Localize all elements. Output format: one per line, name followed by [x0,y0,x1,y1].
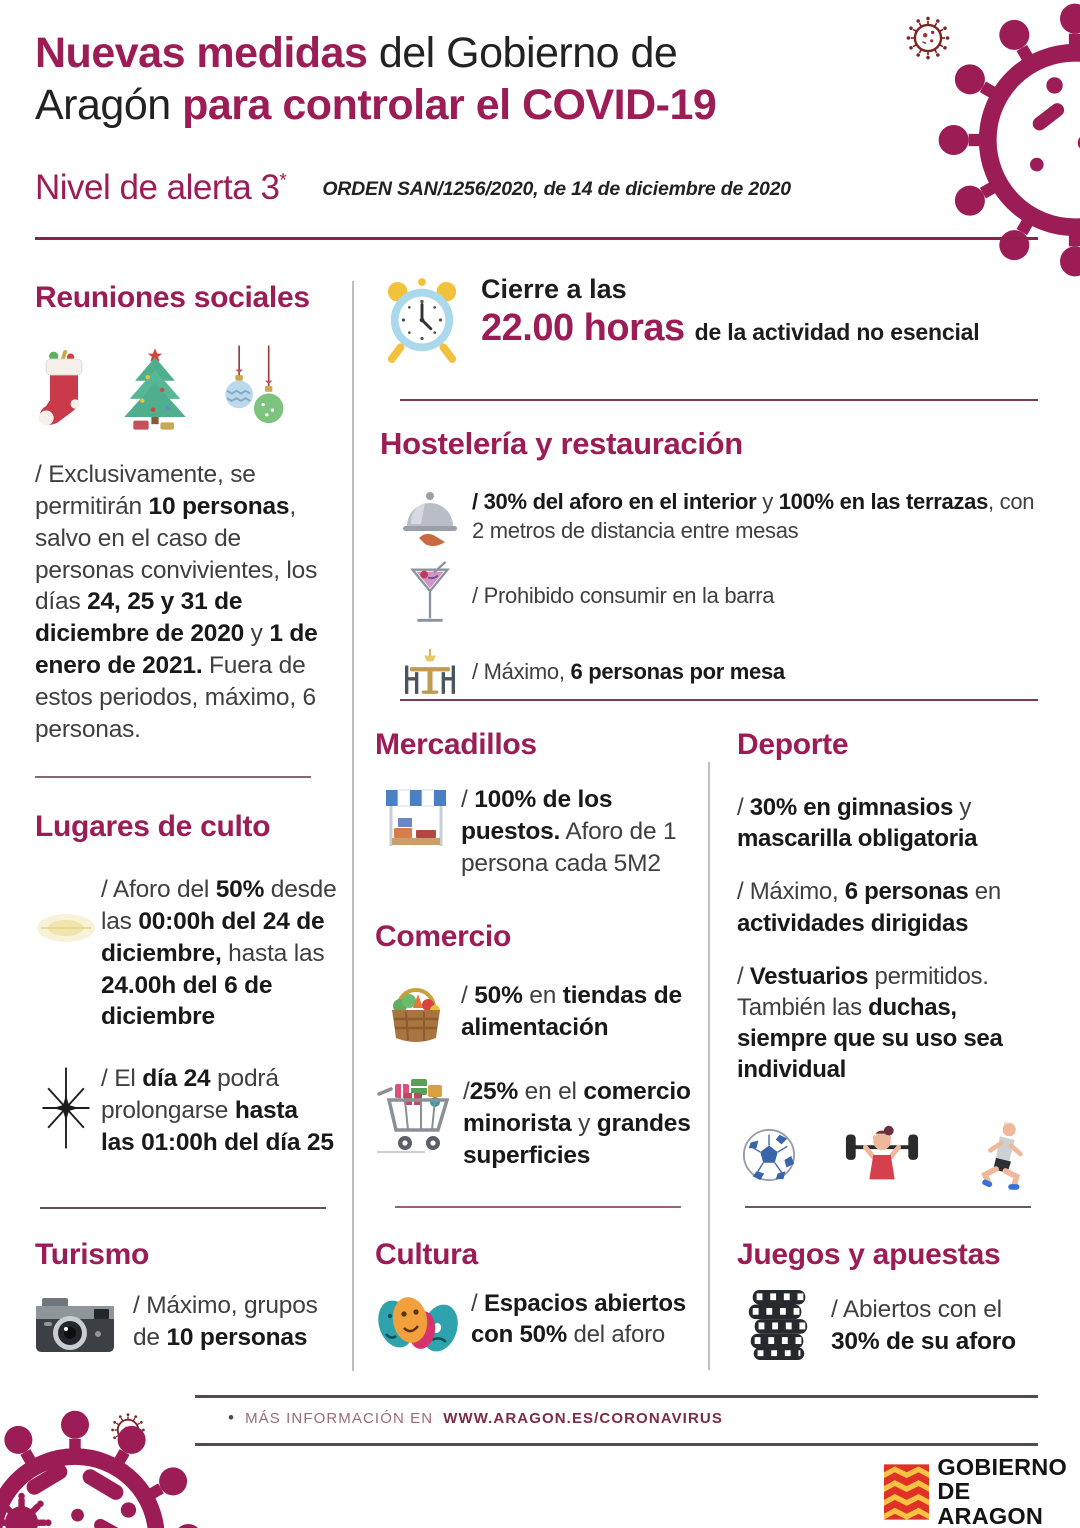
text-segment: / [461,982,475,1009]
text-segment: tiendas de alimentación [461,982,682,1041]
text-segment: 10 personas [166,1323,308,1351]
order-reference: ORDEN SAN/1256/2020, de 14 de diciembre de 2020 [322,178,791,200]
section-comercio [375,920,697,1172]
eight-point-star-icon [35,1063,97,1153]
section-mercadillos [375,728,697,880]
text-segment: 30% de su aforo [831,1327,1016,1355]
text-segment: / Exclusivamente, se permitirán [35,461,256,520]
cultura-text [471,1288,697,1350]
turismo-item [35,1290,337,1356]
text-segment: del aforo [566,1321,666,1349]
text-segment: podrá prolongarse [101,1065,279,1125]
text-segment: / [737,962,750,990]
text-segment: / [463,1078,470,1105]
hosteleria-item-mesa [380,642,1040,704]
comercio-text [463,1076,697,1172]
text-segment: y [756,489,779,514]
christmas-tree-icon [117,341,193,435]
text-segment: 30% en gimnasios [749,794,954,821]
logo-line1: GOBIERNO [937,1454,1067,1480]
hosteleria-item-aforo [380,488,1040,548]
text-segment: 100% en las terrazas [778,489,989,514]
text-segment: / [461,786,475,813]
christmas-stocking-icon [35,343,93,435]
poker-chips-icon [743,1286,815,1362]
text-segment: / El [101,1065,143,1093]
text-segment: , salvo en el caso de personas convivientes, los días [35,492,318,616]
text-segment: Espacios abiertos con 50% [471,1290,686,1349]
mercadillos-item [375,784,697,880]
text-segment: / Aforo del [101,876,216,903]
text-segment: y [953,794,972,821]
text-segment: y [244,620,270,648]
hosteleria-item-barra [380,560,1040,630]
cultura-item [375,1288,697,1360]
hosteleria-text [472,642,1037,687]
divider [708,762,710,1370]
text-segment: 50% [215,876,265,903]
text-segment: / Prohibido consumir en la barra [472,583,775,608]
section-deporte [737,728,1042,1192]
text-segment: duchas, siempre que su uso sea individual [737,993,1003,1084]
closure-line2: de la actividad no esencial [694,319,980,345]
closure-line1: Cierre a las [481,274,627,304]
culto-text [101,874,337,1033]
alarm-clock-icon [383,274,461,366]
football-icon [741,1127,797,1183]
shopping-cart-icon [375,1076,457,1156]
footer-info-url[interactable]: WWW.ARAGON.ES/CORONAVIRUS [443,1409,723,1427]
market-stall-icon [384,784,448,854]
divider [35,237,1038,240]
text-segment: 10 personas [148,492,290,520]
footer-info-label: MÁS INFORMACIÓN EN [245,1409,434,1427]
closure-banner [383,274,979,366]
text-segment: actividades dirigidas [737,909,969,937]
bullet: • [228,1408,236,1427]
comercio-item-alimentacion [375,980,697,1048]
text-segment: en [522,982,563,1009]
section-reuniones-sociales [35,281,337,746]
deporte-text-gimnasios [737,792,1042,854]
text-segment: grandes superficies [463,1109,691,1169]
divider [745,1206,1031,1208]
gobierno-aragon-logo [884,1455,1080,1528]
text-segment: 00:00h del 24 de diciembre, [101,907,325,967]
text-segment: 24.00h del 6 de diciembre [101,971,273,1031]
text-segment: 100% de los puestos. [461,786,613,845]
section-title: Cultura [375,1238,478,1271]
text-segment: hasta las 01:00h del día 25 [101,1097,334,1156]
christmas-icons-row [35,331,337,435]
text-segment: mascarilla obligatoria [737,825,978,853]
text-segment: en el [518,1078,584,1105]
light-glow-icon [35,902,97,954]
text-segment: / [471,1290,484,1317]
comercio-text [461,980,697,1044]
text-segment: desde las [101,876,337,935]
divider [195,1443,1038,1446]
text-segment: Vestuarios [749,962,869,990]
divider [195,1395,1038,1398]
text-segment: comercio minorista [463,1078,691,1137]
text-segment: 24, 25 y 31 de diciembre de 2020 [35,588,245,648]
closure-time: 22.00 horas [481,307,685,349]
text-segment: y [571,1109,597,1137]
mercadillos-text [461,784,693,880]
text-segment: hasta las [221,939,325,967]
page-title [35,28,815,131]
text-segment: Fuera de estos periodos, máximo, 6 personas. [35,652,316,743]
title-highlight: Nuevas medidas [35,29,368,77]
logo-line2: DE ARAGON [937,1478,1044,1528]
alert-row [35,168,791,208]
section-title: Hostelería y restauración [380,426,743,461]
text-segment: 50% [474,982,523,1009]
text-segment: / Abiertos con el [831,1296,1002,1323]
divider [35,776,311,778]
text-segment: / [737,794,750,821]
juegos-item [737,1286,1042,1362]
culto-item-dia24 [35,1063,337,1159]
text-segment: , con 2 metros de distancia entre mesas [472,489,1035,543]
turismo-text [133,1290,337,1354]
section-title: Mercadillos [375,728,537,761]
comercio-item-minorista [375,1076,697,1172]
aragon-flag-icon [884,1464,929,1520]
divider [352,281,354,1371]
section-title: Deporte [737,728,849,761]
title-highlight: para controlar el COVID-19 [182,80,717,129]
section-title: Lugares de culto [35,810,271,843]
section-title: Juegos y apuestas [737,1238,1001,1271]
text-segment: / Máximo, grupos de [133,1292,318,1351]
divider [400,399,1038,401]
juegos-text [831,1286,1036,1358]
divider [400,699,1038,701]
divider [395,1206,681,1208]
divider [40,1207,326,1209]
section-lugares-de-culto [35,810,337,1159]
cocktail-icon [406,560,454,630]
hosteleria-text [472,488,1037,545]
section-turismo [35,1238,337,1356]
footer-info [228,1408,723,1428]
reuniones-text [35,459,337,746]
virus-large-icon [0,1398,215,1528]
section-hosteleria [380,426,1040,704]
ornaments-icon [217,341,289,435]
logo-text [937,1455,1080,1528]
alert-asterisk: * [279,170,287,192]
text-segment: 25% [469,1078,519,1105]
text-segment: 6 personas por mesa [570,659,785,684]
text-segment: Aforo de 1 persona cada 5M2 [461,817,677,877]
section-title: Reuniones sociales [35,281,310,314]
section-juegos-apuestas [737,1238,1042,1362]
weightlifter-icon [844,1122,920,1188]
text-segment: / Máximo, [737,878,845,906]
text-segment: / 30% del aforo en el interior [472,489,757,514]
runner-icon [967,1118,1027,1192]
text-segment: / Máximo, [472,659,571,684]
text-segment: día 24 [142,1065,211,1093]
food-basket-icon [384,980,448,1048]
camera-icon [36,1290,116,1356]
table-chairs-icon [400,642,460,704]
deporte-text-vestuarios [737,961,1042,1086]
text-segment: en [968,878,1001,906]
theater-masks-icon [376,1288,460,1360]
section-title: Turismo [35,1238,150,1271]
hosteleria-text [472,560,1037,611]
deporte-text-actividades [737,876,1042,938]
virus-large-icon [925,0,1080,290]
title-plain: del Gobierno de Aragón [35,29,678,129]
sport-icons-row [737,1118,1031,1192]
serving-cloche-icon [401,488,459,548]
culto-text [101,1063,337,1159]
section-title: Comercio [375,920,511,953]
alert-level: Nivel de alerta 3* [35,168,287,207]
text-segment: 6 personas [844,878,969,906]
text-segment: permitidos. También las [737,962,989,1021]
text-segment: 1 de enero de 2021. [35,620,318,680]
culto-item-aforo [35,874,337,1033]
section-cultura [375,1238,697,1360]
